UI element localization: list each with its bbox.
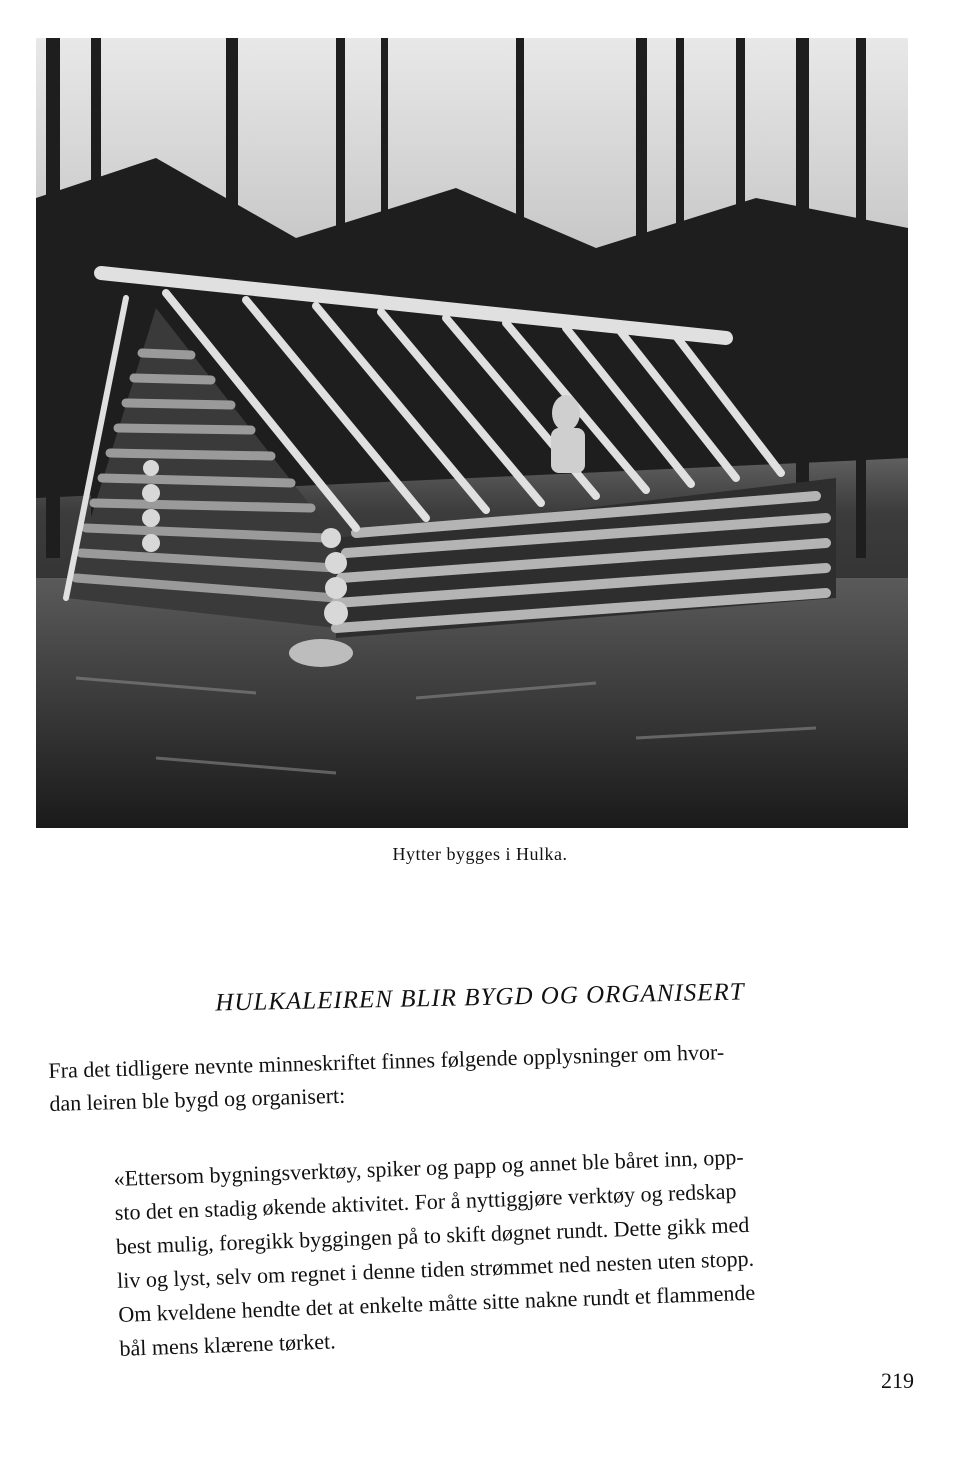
- quote-line: bål mens klærene tørket.: [119, 1328, 337, 1361]
- intro-paragraph: [48, 1029, 929, 1120]
- cabin-photo: [36, 38, 908, 828]
- intro-line: dan leiren ble bygd og organisert:: [49, 1082, 346, 1116]
- section-heading: HULKALEIREN BLIR BYGD OG ORGANISERT: [215, 978, 745, 1017]
- intro-line: Fra det tidligere nevnte minneskriftet finnes følgende opplysninger om hvor-: [48, 1039, 725, 1083]
- quote-line: liv og lyst, selv om regnet i denne tiden strømmet ned nesten uten stopp.: [116, 1245, 755, 1293]
- quote-line: Om kveldene hendte det at enkelte måtte sitte nakne rundt et flammende: [117, 1279, 756, 1327]
- tree-stump: [289, 639, 353, 667]
- quote-line: «Ettersom bygningsverktøy, spiker og papp og annet ble båret inn, opp-: [113, 1143, 744, 1191]
- quote-block: [113, 1134, 930, 1366]
- photo-illustration: [36, 38, 908, 828]
- quote-line: sto det en stadig økende aktivitet. For å nyttiggjøre verktøy og redskap: [114, 1178, 737, 1225]
- page-number: 219: [881, 1368, 914, 1393]
- photo-caption: Hytter bygges i Hulka.: [392, 844, 568, 864]
- quote-line: best mulig, foregikk byggingen på to skift døgnet rundt. Dette gikk med: [115, 1211, 750, 1259]
